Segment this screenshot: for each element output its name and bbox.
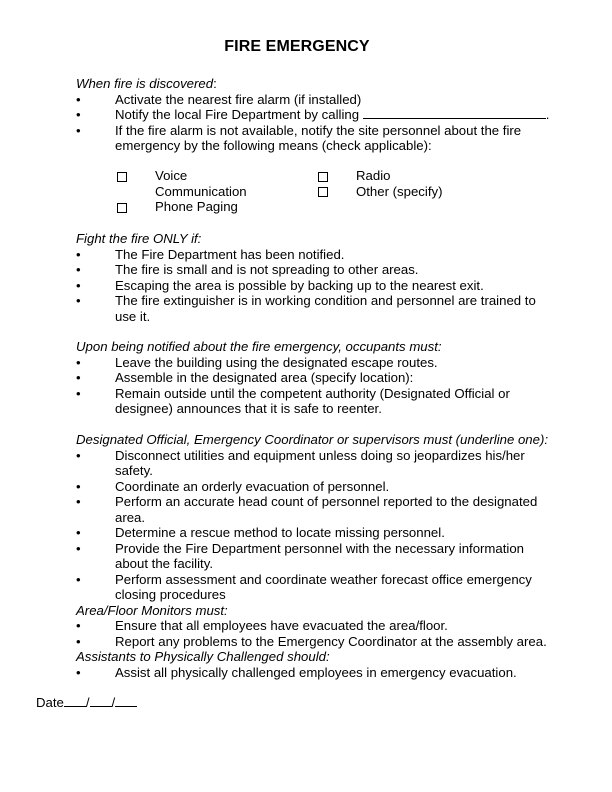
list-item: • Coordinate an orderly evacuation of personnel. bbox=[76, 478, 390, 494]
checkbox-radio[interactable] bbox=[318, 172, 328, 182]
bullet-icon: • bbox=[76, 91, 81, 107]
bullet-icon: • bbox=[76, 293, 81, 308]
section-heading-monitors: Area/Floor Monitors must: bbox=[76, 602, 228, 618]
list-item: • Activate the nearest fire alarm (if installed) bbox=[76, 91, 362, 107]
list-item: • Notify the local Fire Department by calling . bbox=[76, 107, 550, 122]
date-month-blank[interactable] bbox=[64, 695, 86, 707]
section-fire-discovered bbox=[76, 76, 596, 154]
notification-means-checklist bbox=[117, 168, 517, 218]
bullet-icon: • bbox=[76, 664, 81, 680]
list-item: • If the fire alarm is not available, notify the site personnel about the fire emergency by the following means (check applicable): bbox=[76, 122, 522, 153]
list-item: • Escaping the area is possible by backing up to the nearest exit. bbox=[76, 277, 484, 293]
section-heading: Designated Official, Emergency Coordinator or supervisors must (underline one): bbox=[76, 432, 549, 447]
date-year-blank[interactable] bbox=[115, 695, 137, 707]
checkbox-phone-paging[interactable] bbox=[117, 203, 127, 213]
date-field: Date / / bbox=[36, 695, 137, 711]
date-day-blank[interactable] bbox=[90, 695, 112, 707]
list-item: • The Fire Department has been notified. bbox=[76, 246, 345, 262]
list-item: • Assist all physically challenged employees in emergency evacuation. bbox=[76, 664, 517, 680]
bullet-icon: • bbox=[76, 354, 81, 370]
bullet-icon: • bbox=[76, 633, 81, 649]
section-heading: When fire is discovered: bbox=[76, 76, 217, 91]
bullet-icon: • bbox=[76, 277, 81, 293]
bullet-icon: • bbox=[76, 571, 81, 587]
section-fight-fire bbox=[76, 231, 596, 324]
page-title: FIRE EMERGENCY bbox=[224, 38, 370, 55]
list-item: • Assemble in the designated area (specify location): bbox=[76, 370, 414, 385]
section-designated-officials bbox=[76, 432, 596, 680]
list-item: • Remain outside until the competent authority (Designated Official or designee) announces that it is safe to reenter. bbox=[76, 385, 510, 416]
section-heading: Upon being notified about the fire emergency, occupants must: bbox=[76, 339, 442, 354]
bullet-icon: • bbox=[76, 262, 81, 277]
section-occupants bbox=[76, 339, 596, 417]
list-item: • Leave the building using the designated escape routes. bbox=[76, 354, 438, 370]
bullet-icon: • bbox=[76, 478, 81, 494]
checkbox-label-radio: Radio bbox=[356, 168, 391, 183]
list-item: • The fire extinguisher is in working condition and personnel are trained to use it. bbox=[76, 293, 536, 324]
list-item: • Determine a rescue method to locate missing personnel. bbox=[76, 525, 445, 540]
list-item: • The fire is small and is not spreading to other areas. bbox=[76, 262, 419, 277]
bullet-icon: • bbox=[76, 107, 81, 122]
phone-number-blank[interactable] bbox=[363, 107, 546, 119]
list-item: • Disconnect utilities and equipment unless doing so jeopardizes his/her safety. bbox=[76, 447, 525, 478]
list-item: • Provide the Fire Department personnel with the necessary information about the facility. bbox=[76, 540, 525, 571]
bullet-icon: • bbox=[76, 122, 81, 138]
section-heading-assistants: Assistants to Physically Challenged should: bbox=[76, 649, 330, 664]
bullet-icon: • bbox=[76, 447, 81, 463]
checkbox-label-other: Other (specify) bbox=[356, 183, 443, 199]
bullet-icon: • bbox=[76, 494, 81, 509]
list-item: • Perform an accurate head count of personnel reported to the designated area. bbox=[76, 494, 538, 525]
checkbox-label-voice: Voice Communication bbox=[155, 168, 247, 199]
bullet-icon: • bbox=[76, 618, 81, 633]
bullet-icon: • bbox=[76, 385, 81, 401]
bullet-icon: • bbox=[76, 246, 81, 262]
section-heading: Fight the fire ONLY if: bbox=[76, 231, 202, 246]
list-item: • Report any problems to the Emergency Coordinator at the assembly area. bbox=[76, 633, 547, 649]
bullet-icon: • bbox=[76, 540, 81, 556]
checkbox-other[interactable] bbox=[318, 187, 328, 197]
checkbox-label-phone-paging: Phone Paging bbox=[155, 199, 238, 214]
bullet-icon: • bbox=[76, 370, 81, 385]
checkbox-voice[interactable] bbox=[117, 172, 127, 182]
bullet-icon: • bbox=[76, 525, 81, 540]
list-item: • Ensure that all employees have evacuated the area/floor. bbox=[76, 618, 448, 633]
list-item: • Perform assessment and coordinate weather forecast office emergency closing procedures bbox=[76, 571, 532, 602]
